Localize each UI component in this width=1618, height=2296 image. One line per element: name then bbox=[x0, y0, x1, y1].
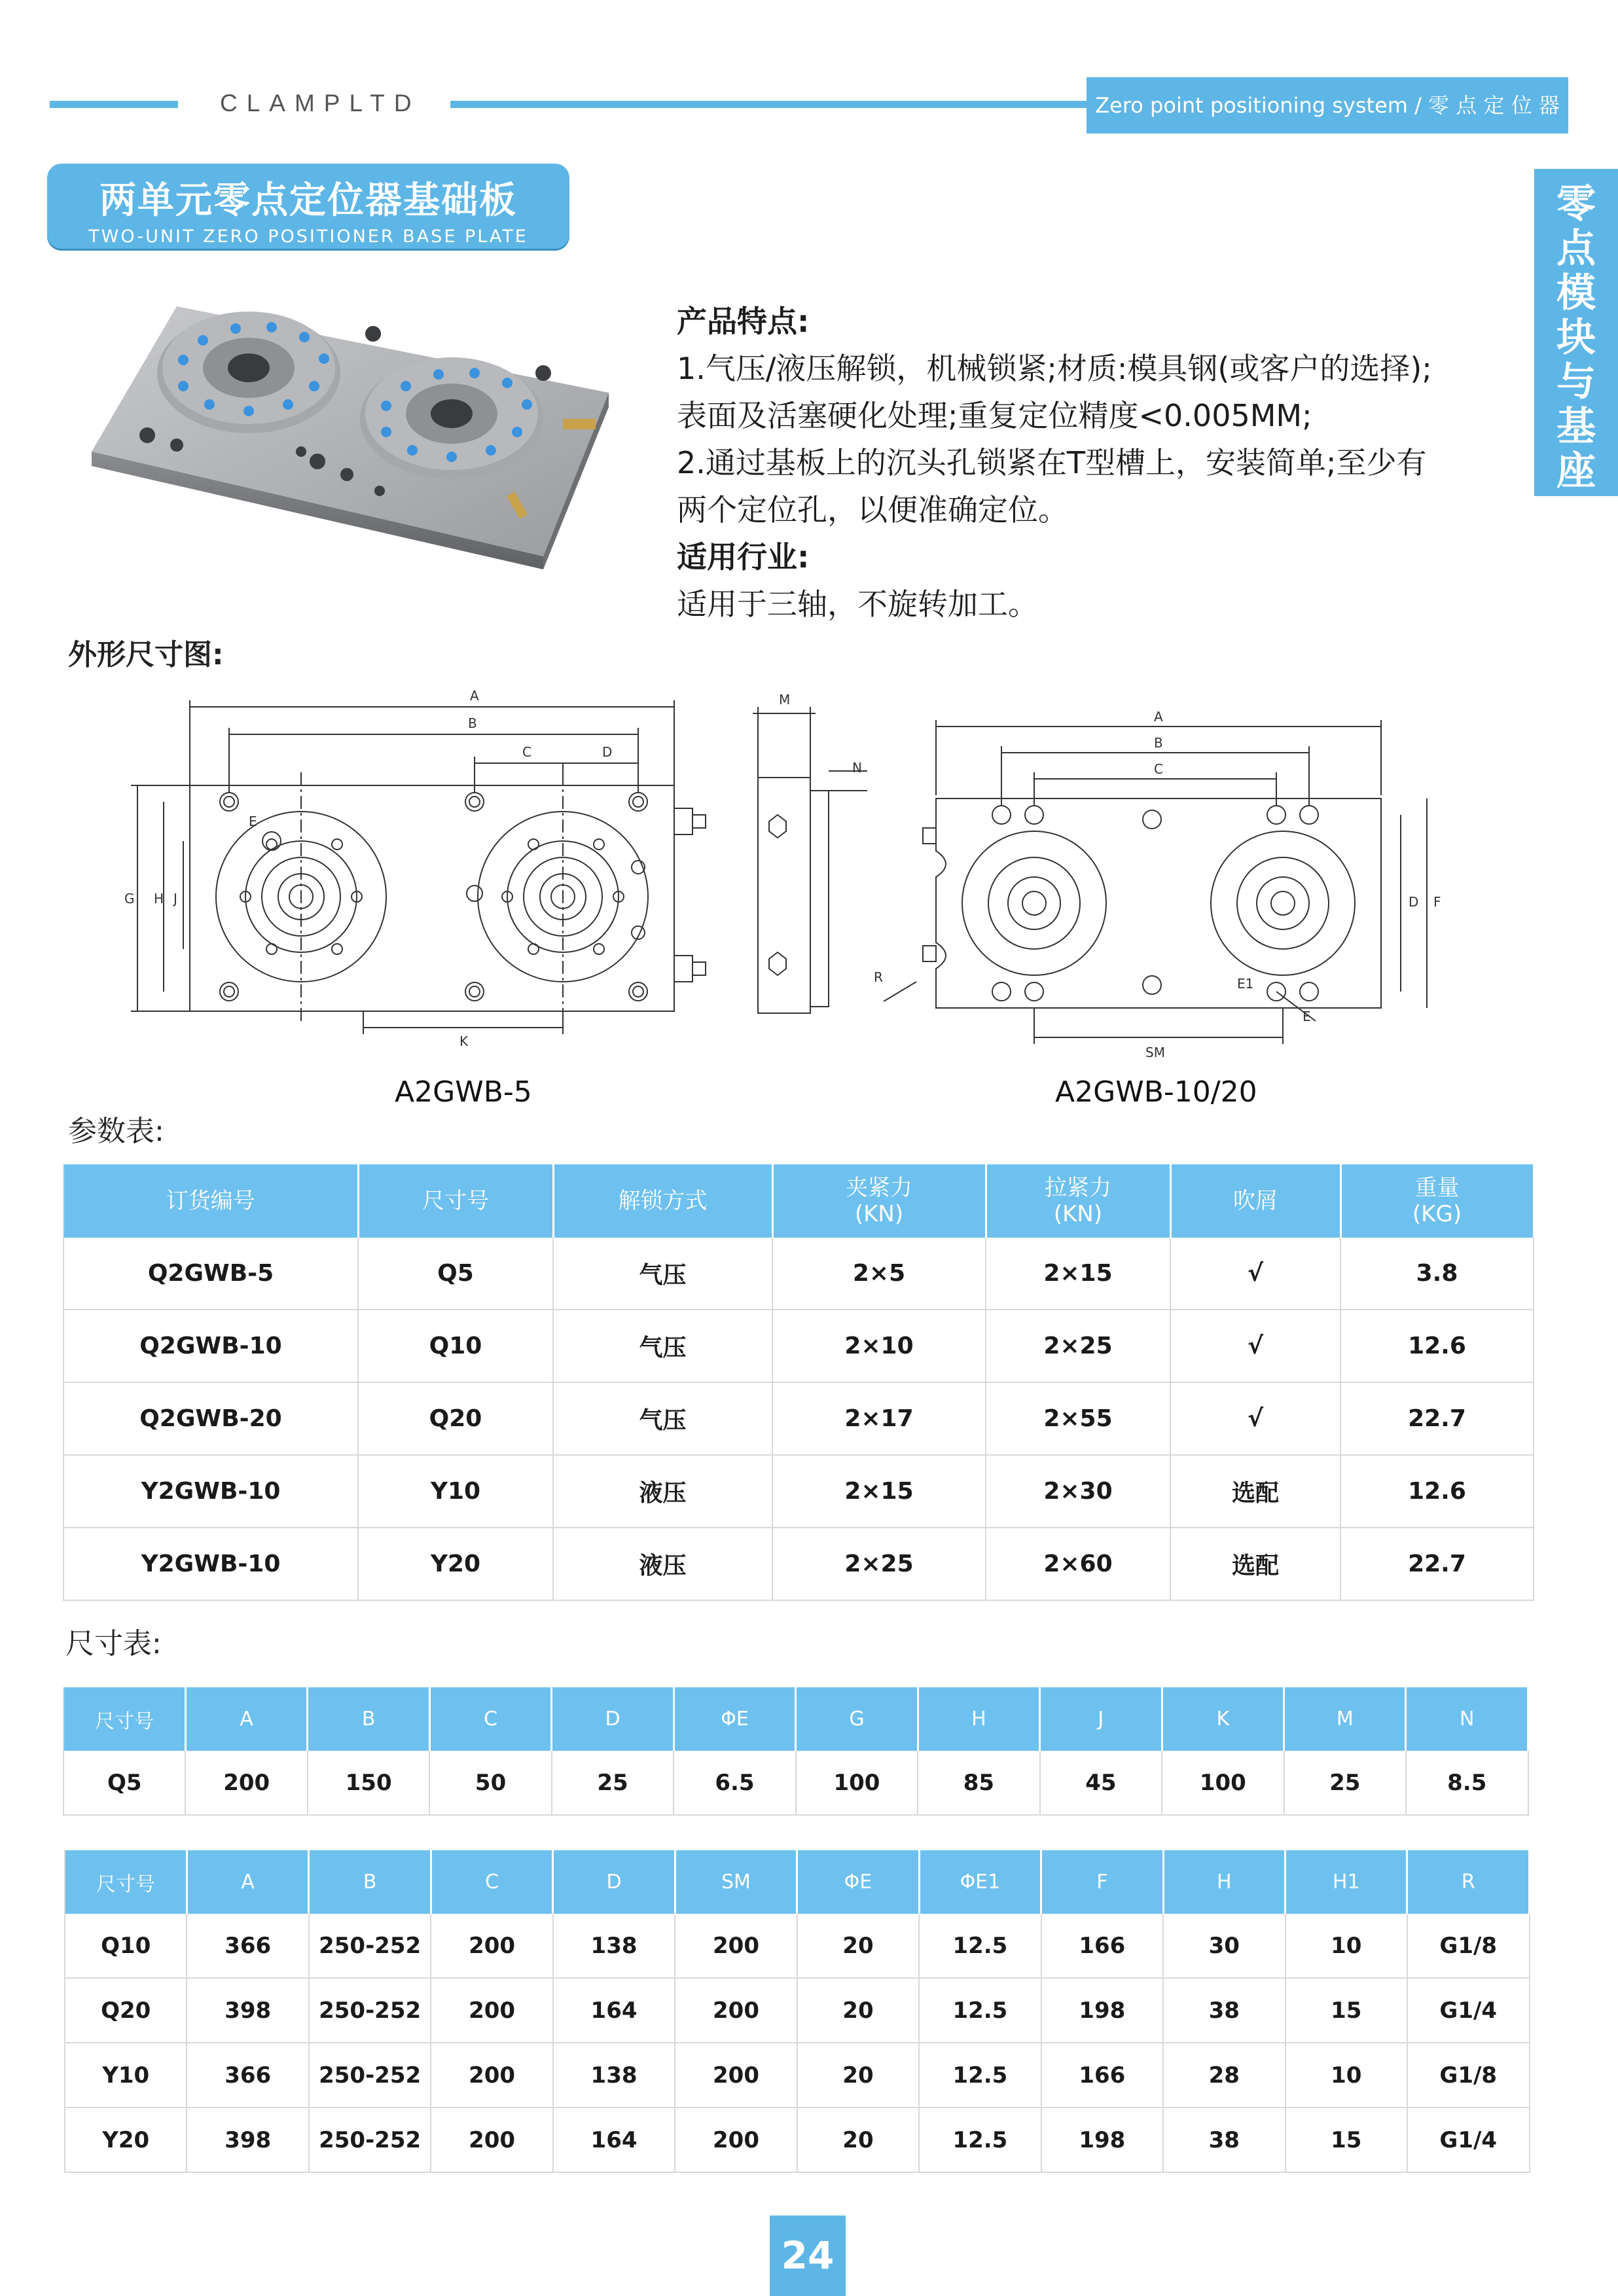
table-cell: √ bbox=[1170, 1238, 1340, 1310]
table-cell: 气压 bbox=[553, 1310, 772, 1382]
dim-table2-row bbox=[65, 1914, 1530, 1978]
table-cell: 6.5 bbox=[674, 1751, 795, 1815]
param-table-row bbox=[63, 1455, 1534, 1528]
column-header: SM bbox=[675, 1850, 797, 1914]
column-header: G bbox=[796, 1687, 918, 1751]
col-order-no: 订货编号 bbox=[63, 1164, 358, 1238]
table-cell: 2×60 bbox=[986, 1528, 1170, 1600]
table-cell: 25 bbox=[1284, 1751, 1406, 1815]
table-cell: Q20 bbox=[65, 1978, 187, 2043]
dim-table2-row bbox=[65, 2108, 1530, 2172]
table-cell: Y20 bbox=[358, 1528, 553, 1600]
table-cell: 138 bbox=[553, 1914, 675, 1978]
table-cell: 30 bbox=[1163, 1914, 1285, 1978]
table-cell: 100 bbox=[1162, 1751, 1284, 1815]
table-cell: 85 bbox=[918, 1751, 1039, 1815]
table-cell: Q10 bbox=[65, 1914, 187, 1978]
table-cell: 250-252 bbox=[309, 2043, 431, 2108]
feature-line: 两个定位孔，以便准确定位。 bbox=[677, 492, 1068, 528]
table-cell: 2×55 bbox=[986, 1382, 1170, 1455]
column-header: F bbox=[1041, 1850, 1163, 1914]
table-cell: 2×25 bbox=[986, 1310, 1170, 1382]
table-cell: 200 bbox=[185, 1751, 307, 1815]
table-cell: 12.5 bbox=[919, 2043, 1041, 2108]
table-cell: 22.7 bbox=[1340, 1382, 1534, 1455]
column-header: C bbox=[429, 1687, 551, 1751]
table-cell: 2×15 bbox=[986, 1238, 1170, 1310]
table-cell: 200 bbox=[675, 2108, 797, 2172]
col-size: 尺寸号 bbox=[358, 1164, 553, 1238]
svg-text:D: D bbox=[602, 744, 613, 760]
table-cell: 8.5 bbox=[1406, 1751, 1528, 1815]
side-tab-char: 块 bbox=[1556, 315, 1596, 361]
svg-text:G: G bbox=[124, 891, 135, 906]
col-pull-force: 拉紧力 (KN) bbox=[986, 1164, 1170, 1238]
column-header: ΦE1 bbox=[919, 1850, 1041, 1914]
svg-text:M: M bbox=[779, 692, 791, 708]
dim-table-label: 尺寸表: bbox=[65, 1627, 162, 1660]
table-cell: 198 bbox=[1041, 1978, 1163, 2043]
table-cell: 250-252 bbox=[309, 2108, 431, 2172]
table-cell: 15 bbox=[1285, 2108, 1407, 2172]
table-cell: 2×10 bbox=[772, 1310, 986, 1382]
table-cell: 22.7 bbox=[1340, 1528, 1534, 1600]
feature-line: 1.气压/液压解锁，机械锁紧;材质:模具钢(或客户的选择); bbox=[677, 351, 1432, 386]
dim-table2-row bbox=[65, 2043, 1530, 2108]
column-header: K bbox=[1162, 1687, 1284, 1751]
table-cell: 200 bbox=[431, 2108, 552, 2172]
table-cell: Y2GWB-10 bbox=[63, 1455, 358, 1528]
svg-text:C: C bbox=[522, 744, 531, 760]
header-rule-right bbox=[450, 101, 1092, 108]
header-rule-left bbox=[50, 101, 178, 108]
table-cell: G1/4 bbox=[1407, 2108, 1530, 2172]
column-header: B bbox=[308, 1687, 429, 1751]
col-clamp-force: 夹紧力 (KN) bbox=[772, 1164, 986, 1238]
table-cell: Q5 bbox=[63, 1751, 185, 1815]
chapter-side-tab bbox=[1534, 169, 1618, 496]
side-tab-char: 零 bbox=[1556, 181, 1596, 227]
model-label-left: A2GWB-5 bbox=[395, 1075, 532, 1109]
table-cell: Y10 bbox=[65, 2043, 187, 2108]
table-cell: Q20 bbox=[358, 1382, 553, 1455]
side-tab-char: 模 bbox=[1556, 270, 1596, 316]
table-cell: 250-252 bbox=[309, 1978, 431, 2043]
table-cell: Q10 bbox=[358, 1310, 553, 1382]
table-cell: 28 bbox=[1163, 2043, 1285, 2108]
table-cell: 200 bbox=[675, 1978, 797, 2043]
table-cell: 366 bbox=[187, 2043, 308, 2108]
features-heading: 产品特点: bbox=[677, 304, 810, 339]
table-cell: 2×17 bbox=[772, 1382, 986, 1455]
svg-text:B: B bbox=[468, 715, 477, 731]
table-cell: 164 bbox=[553, 2108, 675, 2172]
table-cell: Q2GWB-5 bbox=[63, 1238, 358, 1310]
product-photo bbox=[85, 295, 622, 569]
drawing-a2gwb-5-top-view bbox=[124, 688, 706, 1049]
table-cell: G1/8 bbox=[1407, 2043, 1530, 2108]
svg-text:R: R bbox=[874, 969, 883, 985]
table-cell: 38 bbox=[1163, 1978, 1285, 2043]
column-header: M bbox=[1284, 1687, 1406, 1751]
column-header: ΦE bbox=[674, 1687, 795, 1751]
table-cell: 20 bbox=[797, 1978, 919, 2043]
dim-table2-header bbox=[65, 1850, 1530, 1914]
col-unlock: 解锁方式 bbox=[553, 1164, 772, 1238]
table-cell: 12.5 bbox=[919, 1914, 1041, 1978]
dimension-table-q10-y20 bbox=[64, 1850, 1530, 2173]
table-cell: 100 bbox=[796, 1751, 918, 1815]
side-tab-char: 点 bbox=[1556, 226, 1596, 272]
svg-text:A: A bbox=[470, 688, 479, 704]
col-weight: 重量 (KG) bbox=[1340, 1164, 1534, 1238]
table-cell: Q2GWB-20 bbox=[63, 1382, 358, 1455]
table-cell: 198 bbox=[1041, 2108, 1163, 2172]
table-cell: 398 bbox=[187, 1978, 308, 2043]
table-cell: Y20 bbox=[65, 2108, 187, 2172]
column-header: 尺寸号 bbox=[65, 1850, 187, 1914]
param-table-row bbox=[63, 1310, 1534, 1382]
svg-text:K: K bbox=[459, 1033, 469, 1049]
table-cell: 12.6 bbox=[1340, 1455, 1534, 1528]
feature-line: 2.通过基板上的沉头孔锁紧在T型槽上，安装简单;至少有 bbox=[677, 445, 1427, 480]
parameter-table bbox=[63, 1164, 1535, 1601]
drawing-label: 外形尺寸图: bbox=[68, 638, 224, 672]
table-cell: 200 bbox=[675, 2043, 797, 2108]
dimension-table-q5 bbox=[63, 1687, 1529, 1816]
table-cell: 200 bbox=[431, 2043, 552, 2108]
column-header: H bbox=[918, 1687, 1039, 1751]
table-cell: Y2GWB-10 bbox=[63, 1528, 358, 1600]
table-cell: 200 bbox=[675, 1914, 797, 1978]
param-table-row bbox=[63, 1382, 1534, 1455]
dimension-drawing bbox=[124, 681, 1466, 1060]
model-label-right: A2GWB-10/20 bbox=[1055, 1075, 1257, 1109]
column-header: H1 bbox=[1285, 1850, 1407, 1914]
table-cell: G1/8 bbox=[1407, 1914, 1530, 1978]
table-cell: 选配 bbox=[1170, 1528, 1340, 1600]
table-cell: 12.5 bbox=[919, 2108, 1041, 2172]
svg-text:E: E bbox=[249, 814, 257, 829]
table-cell: 166 bbox=[1041, 2043, 1163, 2108]
table-cell: 25 bbox=[552, 1751, 674, 1815]
table-cell: 250-252 bbox=[309, 1914, 431, 1978]
product-title-cn: 两单元零点定位器基础板 bbox=[99, 179, 517, 222]
column-header: R bbox=[1407, 1850, 1530, 1914]
column-header: 尺寸号 bbox=[63, 1687, 185, 1751]
col-chip-blow: 吹屑 bbox=[1170, 1164, 1340, 1238]
svg-text:E: E bbox=[1303, 1009, 1311, 1024]
table-cell: 气压 bbox=[553, 1238, 772, 1310]
side-tab-char: 与 bbox=[1556, 359, 1596, 405]
table-cell: 15 bbox=[1285, 1978, 1407, 2043]
table-cell: Y10 bbox=[358, 1455, 553, 1528]
svg-text:H: H bbox=[154, 891, 164, 906]
table-cell: 12.6 bbox=[1340, 1310, 1534, 1382]
svg-text:D: D bbox=[1409, 894, 1419, 910]
table-cell: 2×30 bbox=[986, 1455, 1170, 1528]
drawing-a2gwb-5-side-view bbox=[753, 692, 867, 1013]
column-header: J bbox=[1040, 1687, 1162, 1751]
table-cell: 166 bbox=[1041, 1914, 1163, 1978]
table-cell: √ bbox=[1170, 1310, 1340, 1382]
feature-line: 表面及活塞硬化处理;重复定位精度<0.005MM; bbox=[677, 398, 1312, 433]
svg-text:A: A bbox=[1154, 709, 1163, 725]
table-cell: 20 bbox=[797, 1914, 919, 1978]
table-cell: 10 bbox=[1285, 2043, 1407, 2108]
svg-text:B: B bbox=[1154, 735, 1163, 751]
svg-text:N: N bbox=[852, 760, 862, 776]
table-cell: 3.8 bbox=[1340, 1238, 1534, 1310]
dim-table1-row bbox=[63, 1751, 1528, 1815]
table-cell: 200 bbox=[431, 1978, 552, 2043]
column-header: A bbox=[185, 1687, 307, 1751]
table-cell: 液压 bbox=[553, 1455, 772, 1528]
dim-table1-header bbox=[63, 1687, 1528, 1751]
column-header: D bbox=[552, 1687, 674, 1751]
table-cell: √ bbox=[1170, 1382, 1340, 1455]
table-cell: Q2GWB-10 bbox=[63, 1310, 358, 1382]
table-cell: 20 bbox=[797, 2108, 919, 2172]
table-cell: 200 bbox=[431, 1914, 552, 1978]
table-cell: 150 bbox=[308, 1751, 429, 1815]
page-number: 24 bbox=[770, 2215, 846, 2296]
param-table-row bbox=[63, 1528, 1534, 1600]
table-cell: 366 bbox=[187, 1914, 308, 1978]
table-cell: 2×25 bbox=[772, 1528, 986, 1600]
industry-heading: 适用行业: bbox=[677, 539, 810, 575]
table-cell: 10 bbox=[1285, 1914, 1407, 1978]
param-table-header bbox=[63, 1164, 1534, 1238]
product-title-en: TWO-UNIT ZERO POSITIONER BASE PLATE bbox=[88, 226, 528, 247]
table-cell: 45 bbox=[1040, 1751, 1162, 1815]
dim-table2-row bbox=[65, 1978, 1530, 2043]
system-label: Zero point positioning system / 零 点 定 位 器 bbox=[1087, 77, 1568, 134]
table-cell: G1/4 bbox=[1407, 1978, 1530, 2043]
svg-text:F: F bbox=[1433, 894, 1441, 910]
side-tab-char: 基 bbox=[1556, 404, 1596, 450]
table-cell: 50 bbox=[429, 1751, 551, 1815]
brand-name: CLAMPLTD bbox=[220, 90, 421, 117]
svg-text:J: J bbox=[173, 891, 177, 906]
industry-text: 适用于三轴，不旋转加工。 bbox=[677, 586, 1038, 622]
side-tab-char: 座 bbox=[1556, 448, 1596, 494]
table-cell: 2×5 bbox=[772, 1238, 986, 1310]
table-cell: 138 bbox=[553, 2043, 675, 2108]
table-cell: Q5 bbox=[358, 1238, 553, 1310]
param-table-row bbox=[63, 1238, 1534, 1310]
table-cell: 20 bbox=[797, 2043, 919, 2108]
column-header: ΦE bbox=[797, 1850, 919, 1914]
column-header: A bbox=[187, 1850, 308, 1914]
column-header: N bbox=[1406, 1687, 1528, 1751]
table-cell: 12.5 bbox=[919, 1978, 1041, 2043]
table-cell: 选配 bbox=[1170, 1455, 1340, 1528]
svg-text:SM: SM bbox=[1145, 1045, 1165, 1060]
table-cell: 164 bbox=[553, 1978, 675, 2043]
table-cell: 38 bbox=[1163, 2108, 1285, 2172]
column-header: B bbox=[309, 1850, 431, 1914]
column-header: H bbox=[1163, 1850, 1285, 1914]
table-cell: 2×15 bbox=[772, 1455, 986, 1528]
table-cell: 398 bbox=[187, 2108, 308, 2172]
column-header: D bbox=[553, 1850, 675, 1914]
param-table-label: 参数表: bbox=[68, 1115, 164, 1148]
table-cell: 液压 bbox=[553, 1528, 772, 1600]
drawing-a2gwb-10-20-view bbox=[874, 709, 1441, 1060]
table-cell: 气压 bbox=[553, 1382, 772, 1455]
product-title-badge bbox=[47, 164, 569, 249]
svg-text:C: C bbox=[1154, 761, 1163, 777]
svg-text:E1: E1 bbox=[1237, 976, 1254, 992]
column-header: C bbox=[431, 1850, 552, 1914]
